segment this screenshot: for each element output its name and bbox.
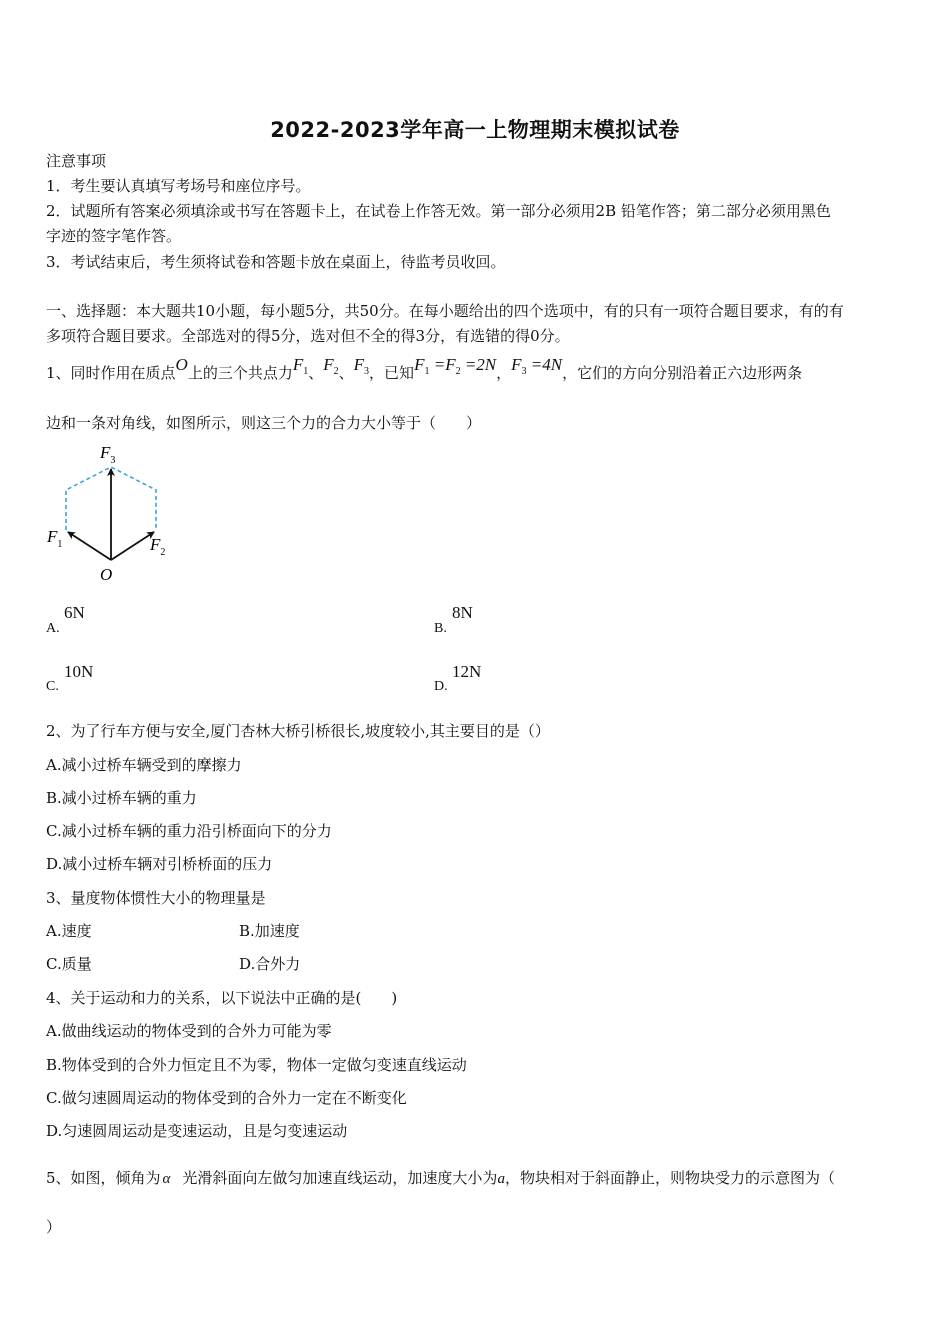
section-heading-line1: 一、选择题：本大题共10小题，每小题5分，共50分。在每小题给出的四个选项中，有的只有一项符合题目要求，有的有 — [46, 302, 844, 320]
label-f1: $F_1$ — [47, 527, 63, 550]
notice-item-2: 2．试题所有答案必须填涂或书写在答题卡上，在试卷上作答无效。第一部分必须用2B 铅笔作答；第二部分必须用黑色 — [46, 202, 831, 220]
q1-text-c: ，已知 — [369, 364, 415, 382]
q1-sep-2: 、 — [338, 364, 354, 382]
q1-stem-line1 — [46, 355, 803, 390]
notice-item-3: 3．考试结束后，考生须将试卷和答题卡放在桌面上，待监考员收回。 — [46, 253, 506, 271]
q3-stem: 3、量度物体惯性大小的物理量是 — [46, 889, 266, 907]
q1-sep-1: 、 — [308, 364, 324, 382]
force-arrow-f1 — [68, 532, 111, 560]
q4-option-a: A.做曲线运动的物体受到的合外力可能为零 — [46, 1022, 332, 1040]
q1-option-c-letter: C. — [46, 679, 59, 694]
q1-option-a-letter: A. — [46, 621, 60, 636]
q1-f3: $F_3$ — [353, 355, 370, 377]
label-origin-o: O — [100, 565, 113, 584]
q5-a: a — [497, 1171, 505, 1187]
q5-text-a: 5、如图，倾角为 — [46, 1169, 161, 1187]
q1-f1: $F_1$ — [292, 355, 309, 377]
q5-text-b: 光滑斜面向左做匀加速直线运动，加速度大小为 — [182, 1169, 498, 1187]
q1-option-d-letter: D. — [434, 679, 448, 694]
q1-option-a-value: 6N — [64, 603, 85, 622]
q2-option-c: C.减小过桥车辆的重力沿引桥面向下的分力 — [46, 822, 332, 840]
q1-stem-line2: 边和一条对角线，如图所示，则这三个力的合力大小等于（ ） — [46, 414, 482, 432]
q1-text-d: ，它们的方向分别沿着正六边形两条 — [562, 364, 803, 382]
q3-option-c: C.质量 — [46, 955, 92, 973]
q1-option-c-value: 10N — [64, 662, 94, 681]
q3-option-b: B.加速度 — [239, 922, 300, 940]
q4-stem: 4、关于运动和力的关系，以下说法中正确的是( ) — [46, 989, 398, 1007]
q2-stem: 2、为了行车方便与安全,厦门杏林大桥引桥很长,坡度较小,其主要目的是（） — [46, 722, 550, 740]
q1-equation-f1-f2: $F_1 =F_2 =2N$ — [414, 355, 497, 377]
q1-comma: ， — [496, 364, 512, 382]
q2-option-d: D.减小过桥车辆对引桥桥面的压力 — [46, 855, 273, 873]
q5-stem-line2: ） — [46, 1218, 62, 1236]
q2-option-a: A.减小过桥车辆受到的摩擦力 — [46, 756, 242, 774]
q1-text-a: 1、同时作用在质点 — [46, 364, 176, 382]
q4-option-b: B.物体受到的合外力恒定且不为零，物体一定做匀变速直线运动 — [46, 1056, 467, 1074]
q4-option-d: D.匀速圆周运动是变速运动，且是匀变速运动 — [46, 1122, 348, 1140]
q1-point-o: O — [175, 355, 188, 374]
q1-option-b-value: 8N — [452, 603, 473, 622]
q1-option-d-value: 12N — [452, 662, 482, 681]
notice-item-2-cont: 字迹的签字笔作答。 — [46, 227, 182, 245]
q5-alpha: α — [162, 1171, 171, 1187]
q3-option-d: D.合外力 — [239, 955, 301, 973]
hexagon-force-diagram — [44, 440, 184, 586]
notice-item-1: 1．考生要认真填写考场号和座位序号。 — [46, 177, 311, 195]
label-f2: $F_2$ — [150, 535, 166, 558]
q1-option-b-letter: B. — [434, 621, 447, 636]
q4-option-c: C.做匀速圆周运动的物体受到的合外力一定在不断变化 — [46, 1089, 407, 1107]
q5-stem-line1 — [46, 1168, 835, 1189]
q5-text-c: ，物块相对于斜面静止，则物块受力的示意图为（ — [504, 1169, 835, 1187]
page-title: 2022-2023学年高一上物理期末模拟试卷 — [270, 118, 680, 142]
q1-text-b: 上的三个共点力 — [187, 364, 293, 382]
q1-f2: $F_2$ — [323, 355, 339, 377]
q3-option-a: A.速度 — [46, 922, 92, 940]
notice-heading: 注意事项 — [46, 152, 107, 170]
force-arrow-f2 — [111, 532, 154, 560]
section-heading-line2: 多项符合题目要求。全部选对的得5分，选对但不全的得3分，有选错的得0分。 — [46, 327, 570, 345]
label-f3: $F_3$ — [100, 443, 116, 466]
q1-equation-f3: $F_3 =4N$ — [511, 355, 563, 377]
q2-option-b: B.减小过桥车辆的重力 — [46, 789, 197, 807]
